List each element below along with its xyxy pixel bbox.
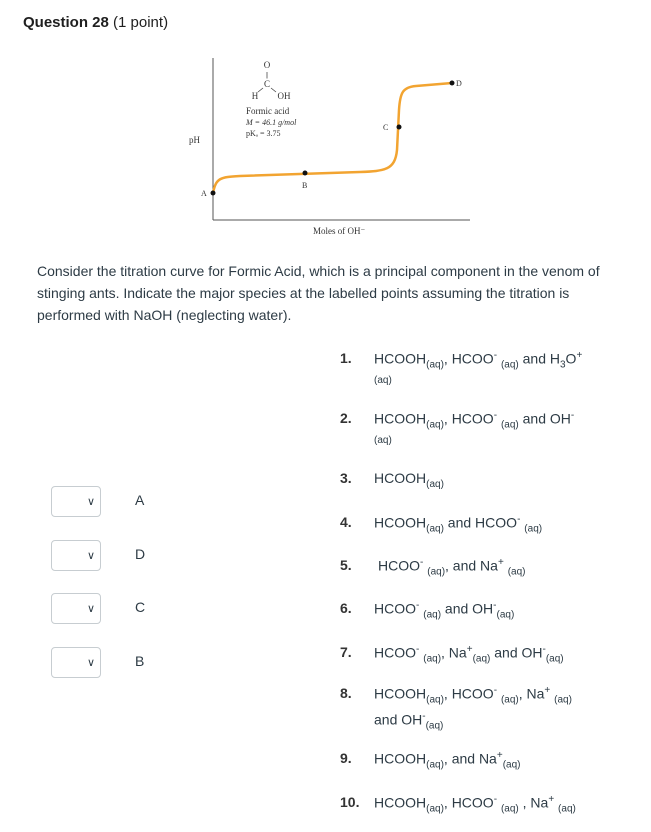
titration-curve-chart — [180, 50, 480, 240]
dropdown-label-b: B — [135, 653, 145, 669]
point-c-label: C — [383, 123, 389, 132]
option-text: HCOO- $_{(aq)}$, $Na^+_{(aq)}$ and $OH^-_{(aq)}$ — [374, 644, 564, 665]
option-number: 10. — [340, 794, 360, 810]
option-number: 7. — [340, 644, 352, 660]
option-text: HCOO- $_{(aq)}$, and Na+ $_{(aq)}$ — [378, 557, 526, 578]
dropdown-label-d: D — [135, 546, 146, 562]
y-axis-label: pH — [189, 135, 200, 145]
pka-value: pKₐ = 3.75 — [246, 129, 281, 138]
question-prompt: Consider the titration curve for Formic Acid, which is a principal component in the venom of stinging ants. Indicate the major species at the labelled points assuming the titration is performed with NaOH (neglecting water). — [37, 263, 600, 323]
option-number: 4. — [340, 514, 352, 530]
chevron-down-icon: ∨ — [86, 496, 95, 508]
option-text: $HCOOH_{(aq)}$, and $Na^+_{(aq)}$ — [374, 750, 521, 771]
titration-curve — [213, 83, 452, 193]
question-points: (1 point) — [113, 14, 169, 31]
molar-mass: M = 46.1 g/mol — [246, 118, 297, 127]
point-a-marker — [211, 191, 216, 196]
chevron-down-icon: ∨ — [86, 657, 95, 669]
point-d-marker — [450, 81, 455, 86]
chevron-down-icon: ∨ — [86, 603, 95, 615]
option-number: 6. — [340, 600, 352, 616]
chevron-down-icon: ∨ — [86, 550, 95, 562]
dropdown-point-d[interactable] — [51, 540, 101, 571]
option-text: $HCOOH_{(aq)}$, HCOO- $_{(aq)}$ and $H_3O^+$ (aq) — [374, 350, 583, 387]
option-text: $HCOOH_{(aq)}$, HCOO- $_{(aq)}$ and OH- (aq) — [374, 410, 575, 447]
hydrogen-atom: H — [251, 91, 259, 101]
option-text: $HCOOH_{(aq)}$, HCOO- $_{(aq)}$ , Na+ $_{(aq)}$ — [374, 794, 576, 815]
double-bond: || — [265, 71, 269, 79]
option-text: $HCOOH_{(aq)}$, HCOO- $_{(aq)}$, Na+ $_{(aq)}$ and $OH^-_{(aq)}$ — [374, 685, 572, 732]
option-number: 5. — [340, 557, 352, 573]
question-title — [23, 14, 168, 31]
option-text: $HCOOH_{(aq)}$ — [374, 470, 444, 490]
dropdown-point-b[interactable] — [51, 647, 101, 678]
point-d-label: D — [456, 79, 462, 88]
point-b-marker — [303, 171, 308, 176]
option-number: 1. — [340, 350, 352, 366]
option-text: HCOO- $_{(aq)}$ and $OH^-_{(aq)}$ — [374, 600, 515, 621]
dropdown-point-a[interactable] — [51, 486, 101, 517]
dropdown-point-c[interactable] — [51, 593, 101, 624]
titration-figure — [180, 50, 480, 245]
dropdown-label-a: A — [135, 492, 145, 508]
x-axis-label: Moles of OH⁻ — [313, 226, 366, 236]
option-text: $HCOOH_{(aq)}$ and HCOO- $_{(aq)}$ — [374, 514, 543, 535]
hydroxyl-group: OH — [277, 91, 291, 101]
carbon-atom: C — [263, 79, 271, 89]
compound-name: Formic acid — [246, 106, 290, 116]
carbonyl-oxygen: O — [263, 60, 271, 70]
option-number: 3. — [340, 470, 352, 486]
dropdown-label-c: C — [135, 599, 146, 615]
question-number: Question 28 — [23, 14, 109, 31]
option-number: 8. — [340, 685, 352, 701]
option-number: 2. — [340, 410, 352, 426]
point-c-marker — [397, 125, 402, 130]
option-number: 9. — [340, 750, 352, 766]
point-a-label: A — [201, 189, 207, 198]
point-b-label: B — [302, 181, 308, 190]
